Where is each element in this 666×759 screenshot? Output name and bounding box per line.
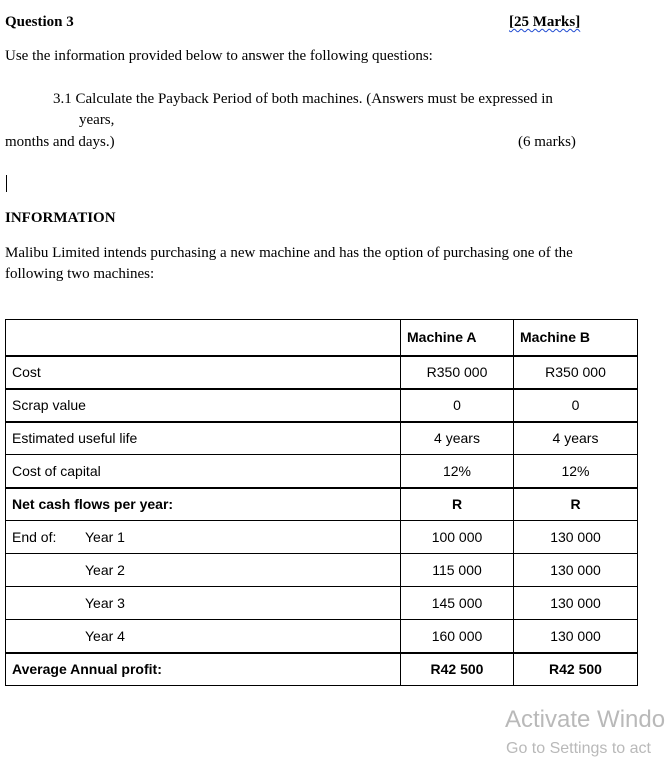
machine-a-value: 115 000 bbox=[401, 554, 514, 587]
row-label bbox=[6, 620, 401, 653]
information-line-1: Malibu Limited intends purchasing a new machine and has the option of purchasing one of the bbox=[5, 245, 573, 261]
row-label bbox=[6, 521, 401, 554]
row-label bbox=[6, 554, 401, 587]
machine-a-value: R350 000 bbox=[401, 356, 514, 389]
machine-a-value: 4 years bbox=[401, 422, 514, 455]
machine-b-value: 12% bbox=[514, 455, 638, 488]
text-cursor bbox=[6, 175, 7, 192]
header-machine-b: Machine B bbox=[514, 320, 638, 356]
header-machine-a: Machine A bbox=[401, 320, 514, 356]
year-label: Year 4 bbox=[85, 627, 125, 644]
machine-a-value: R42 500 bbox=[401, 653, 514, 686]
total-marks bbox=[509, 14, 580, 31]
activate-windows-watermark: Activate Windo bbox=[505, 706, 666, 733]
table-row-cost-of-capital bbox=[6, 455, 638, 488]
machine-b-value: R bbox=[514, 488, 638, 521]
task-line-2: years, bbox=[79, 112, 115, 128]
row-label: Net cash flows per year: bbox=[6, 488, 401, 521]
machine-b-value: 0 bbox=[514, 389, 638, 422]
table-header-row bbox=[6, 320, 638, 356]
table-row-year-3 bbox=[6, 587, 638, 620]
table-row-year-1 bbox=[6, 521, 638, 554]
question-title: Question 3 bbox=[5, 14, 74, 30]
activate-windows-settings-hint: Go to Settings to act bbox=[506, 740, 651, 757]
header-empty-cell bbox=[6, 320, 401, 356]
information-line-2: following two machines: bbox=[5, 266, 155, 282]
year-label: Year 2 bbox=[85, 562, 125, 578]
task-line-3: months and days.) bbox=[5, 134, 115, 150]
machine-b-value: 130 000 bbox=[514, 554, 638, 587]
table-row-scrap bbox=[6, 389, 638, 422]
task-line-1: 3.1 Calculate the Payback Period of both machines. (Answers must be expressed in bbox=[53, 91, 553, 107]
row-label: Scrap value bbox=[6, 389, 401, 422]
machine-a-value: 160 000 bbox=[401, 620, 514, 653]
table-row-net-cash-flows bbox=[6, 488, 638, 521]
table-row-year-2 bbox=[6, 554, 638, 587]
information-heading: INFORMATION bbox=[5, 210, 116, 226]
machine-a-value: 12% bbox=[401, 455, 514, 488]
machine-a-value: R bbox=[401, 488, 514, 521]
row-label: Estimated useful life bbox=[6, 422, 401, 455]
machine-b-value: 130 000 bbox=[514, 587, 638, 620]
row-label: Cost bbox=[6, 356, 401, 389]
machine-b-value: R42 500 bbox=[514, 653, 638, 686]
machine-a-value: 100 000 bbox=[401, 521, 514, 554]
end-of-label: End of: bbox=[12, 529, 57, 545]
machine-b-value: R350 000 bbox=[514, 356, 638, 389]
machine-b-value: 130 000 bbox=[514, 521, 638, 554]
machine-b-value: 130 000 bbox=[514, 620, 638, 653]
table-row-year-4 bbox=[6, 620, 638, 653]
year-label: Year 1 bbox=[85, 529, 125, 545]
task-marks: (6 marks) bbox=[518, 134, 576, 150]
table-row-cost bbox=[6, 356, 638, 389]
machine-info-table bbox=[5, 319, 638, 686]
table-row-average-profit bbox=[6, 653, 638, 686]
row-label: Average Annual profit: bbox=[6, 653, 401, 686]
table-row-useful-life bbox=[6, 422, 638, 455]
row-label bbox=[6, 587, 401, 620]
year-label: Year 3 bbox=[85, 595, 125, 611]
intro-text: Use the information provided below to answer the following questions: bbox=[5, 48, 433, 64]
row-label: Cost of capital bbox=[6, 455, 401, 488]
machine-a-value: 0 bbox=[401, 389, 514, 422]
machine-b-value: 4 years bbox=[514, 422, 638, 455]
machine-a-value: 145 000 bbox=[401, 587, 514, 620]
marks-text: [25 Marks] bbox=[509, 14, 581, 30]
